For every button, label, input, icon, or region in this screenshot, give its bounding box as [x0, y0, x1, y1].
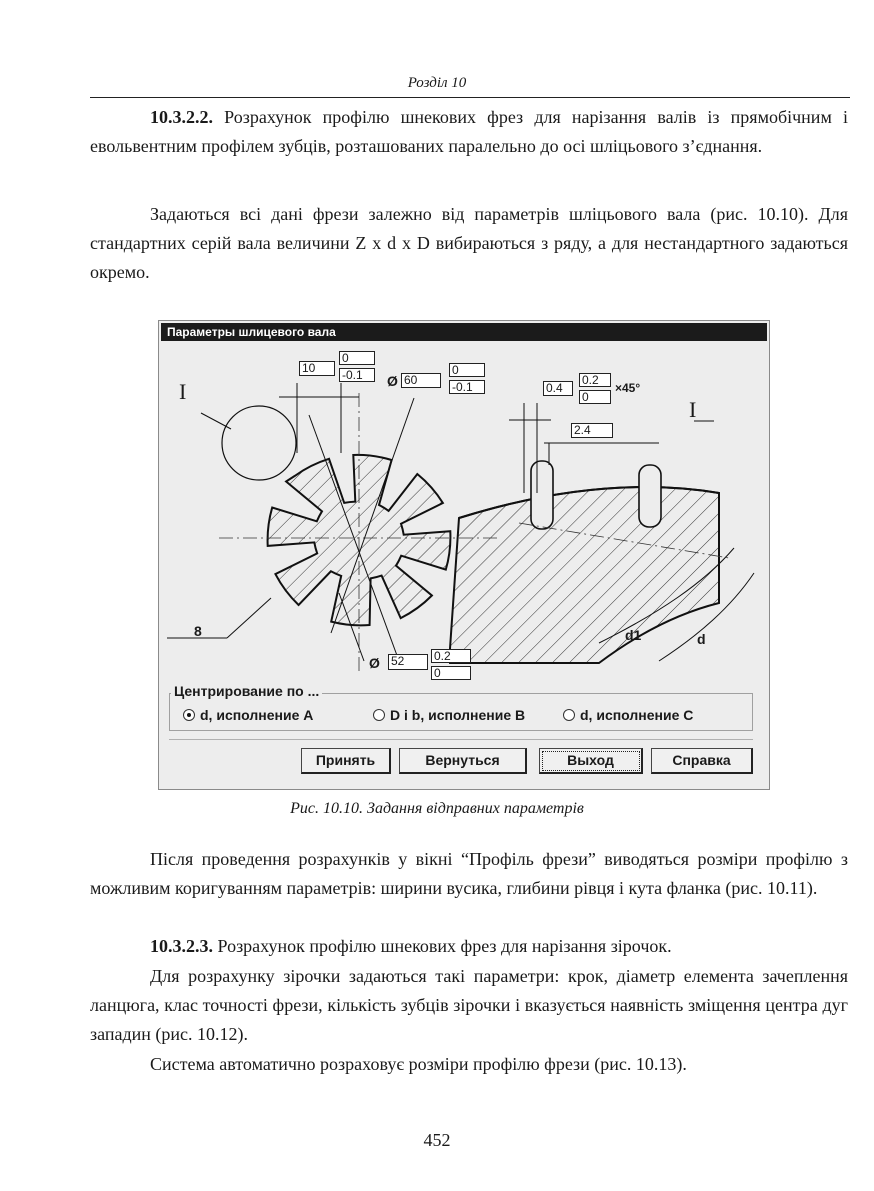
section-number: 10.3.2.2.: [150, 107, 213, 127]
inner-diameter-field[interactable]: 52: [388, 654, 428, 670]
radio-label: D i b, исполнение B: [390, 707, 526, 723]
radio-label: d, исполнение C: [580, 707, 694, 723]
view-label-right: I: [689, 397, 697, 422]
paragraph-profile-output: Після проведення розрахунків у вікні “Профіль фрези” виводяться розміри профілю з можливим коригуванням параметрів: ширини вусика, глибини рівця і кута фланка (рис. 10.11).: [90, 849, 848, 898]
outer-diameter-field[interactable]: 60: [401, 373, 441, 388]
help-button[interactable]: Справка: [651, 748, 753, 774]
chamfer-lower-field[interactable]: 0: [579, 390, 611, 404]
slot-width-field[interactable]: 2.4: [571, 423, 613, 438]
outer-diameter-upper-field[interactable]: 0: [449, 363, 485, 377]
section-header: Розділ 10: [407, 75, 467, 91]
callout-8: 8: [194, 623, 202, 639]
outer-diameter-symbol: Ø: [387, 373, 398, 389]
centering-legend: Центрирование по ...: [171, 683, 322, 699]
paragraph-parameters: Задаються всі дані фрези залежно від параметрів шліцьового вала (рис. 10.10). Для стандартних серій вала величини Z x d x D вибираються з ряду, а для нестандартного задаються окремо.: [90, 204, 848, 282]
outer-diameter-lower-field[interactable]: -0.1: [449, 380, 485, 394]
page-number: 452: [423, 1130, 451, 1150]
button-separator: [169, 739, 753, 740]
chamfer-value-field[interactable]: 0.4: [543, 381, 573, 396]
radio-unselected-icon: [373, 709, 385, 721]
accept-button[interactable]: Принять: [301, 748, 391, 774]
paragraph-10-3-2-3: [90, 932, 848, 961]
width-upper-tolerance-field[interactable]: 0: [339, 351, 375, 365]
width-value-field[interactable]: 10: [299, 361, 335, 376]
back-button[interactable]: Вернуться: [399, 748, 527, 774]
inner-diameter-upper-field[interactable]: 0.2: [431, 649, 471, 663]
detail-hatched-section: [449, 487, 719, 663]
radio-unselected-icon: [563, 709, 575, 721]
figure-caption: Рис. 10.10. Задання відправних параметрів: [290, 800, 584, 817]
paragraph-auto-calculation: Система автоматично розраховує розміри профілю фрези (рис. 10.13).: [150, 1054, 687, 1074]
inner-diameter-symbol: Ø: [369, 655, 380, 671]
paragraph-sprocket-parameters: Для розрахунку зірочки задаються такі параметри: крок, діаметр елемента зачеплення ланцюга, клас точності фрези, кількість зубців зірочки і вказується наявність зміщення центра дуг западин (рис. 10.12).: [90, 966, 848, 1044]
radio-label: d, исполнение A: [200, 707, 314, 723]
chamfer-upper-field[interactable]: 0.2: [579, 373, 611, 387]
exit-button[interactable]: Выход: [539, 748, 643, 774]
radio-centering-d-c[interactable]: [563, 707, 693, 723]
spline-shaft-parameters-dialog: [158, 320, 770, 790]
d1-label: d1: [625, 627, 642, 643]
paragraph-10-3-2-2: [90, 103, 848, 161]
radio-centering-d-a[interactable]: [183, 707, 313, 723]
paragraph-text: Розрахунок профілю шнекових фрез для нарізання валів із прямобічним і евольвентним профілем зубців, розташованих паралельно до осі шліцьового з’єднання.: [90, 107, 848, 156]
dialog-title: Параметры шлицевого вала: [161, 323, 767, 341]
width-lower-tolerance-field[interactable]: -0.1: [339, 368, 375, 382]
d-label: d: [697, 631, 706, 647]
paragraph-text: Розрахунок профілю шнекових фрез для нарізання зірочок.: [213, 936, 672, 956]
header-rule: [90, 97, 850, 98]
chamfer-angle-label: ×45°: [615, 381, 641, 395]
spline-shaft-drawing: [159, 343, 769, 683]
radio-centering-dib-b[interactable]: [373, 707, 525, 723]
section-number: 10.3.2.3.: [150, 936, 213, 956]
radio-selected-icon: [183, 709, 195, 721]
inner-diameter-lower-field[interactable]: 0: [431, 666, 471, 680]
view-label-left: I: [179, 379, 187, 404]
